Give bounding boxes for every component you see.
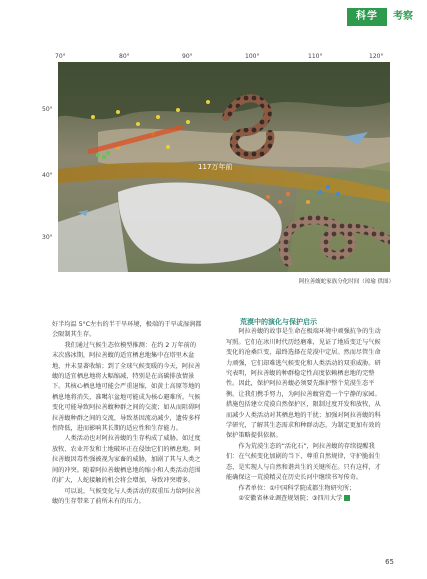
distribution-map <box>58 62 390 272</box>
section-badge-part2: 考察 <box>393 11 413 22</box>
map-svg <box>58 62 390 272</box>
section-badge <box>347 8 419 26</box>
left-column <box>52 320 202 507</box>
right-paragraph-1: 阿拉善蝮的故事是生命在极端环境中顽强抗争的生动写照。它们在冰川时代历经磨难，见证了地质变迁与气候变化的沧桑巨变，最终选择在荒漠中定居。然而尽管生命力顽强，它们却难逃气候变化和人类活动的双重威胁。研究表明，阿拉善蝮的种群稳定性高度依赖栖息地的完整性。因此，保护阿拉善蝮必须要先维护整个荒漠生态平衡。让我们携手努力，为阿拉善蝮营造一个宁静的家园。措施包括建立荒漠自然保护区，限制过度开发和放牧，从而减少人类活动对其栖息地的干扰；加强对阿拉善蝮的科学研究，了解其生态需求和种群动态，为制定更加有效的保护策略提供依据。 <box>226 328 381 440</box>
right-column <box>226 317 382 504</box>
map-caption: 阿拉善蝮蛇家族分化时间（琼瑜 供图） <box>298 279 394 285</box>
lat-label-30: 30° <box>42 234 53 241</box>
lat-label-40: 40° <box>42 172 53 179</box>
lon-label-90: 90° <box>182 53 193 60</box>
author-affiliation-1 <box>226 484 382 494</box>
left-paragraph-2: 我们通过气候生态位模型推测：在约 2 万年前的末次盛冰期，阿拉善蝮的适宜栖息地集中在塔里木盆地，并未显著收缩；到了全球气候变暖的今天，阿拉善蝮的适宜栖息地将大幅缩减，特别是在高碳排放情景下。其核心栖息地可能会严重退缩，如黄土高原等地的栖息地将消失，准噶尔盆地可能成为核心避难所。气候变化可能导致阿拉善蝮种群之间的交流；如从而阻碍阿拉善蝮种群之间的交流，导致基因流动减少，遗传多样性降低，进而影响其长期的适应性和生存能力。 <box>52 341 201 433</box>
page-number: 65 <box>385 558 394 566</box>
left-paragraph-3: 人类活动也对阿拉善蝮的生存构成了威胁。如过度放牧、农业开发和土地破坏正在侵蚀它们的栖息地。阿拉善蝮因毒性强被视为家畜的威胁，加剧了其与人类之间的冲突。随着阿拉善蝮栖息地的缩小和人类活动范围的扩大，人蛇接触的机会将会增加，导致冲突增多。 <box>52 435 201 485</box>
lon-label-100: 100° <box>245 53 260 60</box>
band-label: 117万年前 <box>198 163 233 171</box>
lon-label-110: 110° <box>308 53 323 60</box>
end-mark-icon <box>344 495 350 501</box>
lon-label-70: 70° <box>55 53 66 60</box>
author-line-2: ②安徽省林业调查规划院；③四川大学 <box>238 494 343 502</box>
author-line-1: ①中国科学院成都生物研究所； <box>269 484 356 492</box>
left-paragraph-4: 可以说，气候变化与人类活动的双重压力给阿拉善蝮的生存带来了前所未有的压力。 <box>52 487 201 505</box>
left-paragraph-1: 好半均温 5°C左右的半干旱环境，极端的干旱或湿润都会限制其生存。 <box>52 321 202 339</box>
section-title: 荒漠中的演化与保护启示 <box>240 318 317 326</box>
lon-label-80: 80° <box>119 53 130 60</box>
right-paragraph-2: 作为荒漠生态的“活化石”，阿拉善蝮的存续提醒我们：在气候变化加剧的当下，尊重自然规律，守护脆弱生态，是实现人与自然和谐共生的关键所在。只有这样，才能确保这一荒漠精灵在历史长河中继续书写传奇。 <box>226 442 381 482</box>
lon-label-120: 120° <box>369 53 384 60</box>
lat-label-50: 50° <box>42 106 53 113</box>
section-badge-part1: 科学 <box>347 8 387 26</box>
authors-label: 作者单位： <box>238 484 270 492</box>
author-affiliation-2 <box>226 494 382 504</box>
